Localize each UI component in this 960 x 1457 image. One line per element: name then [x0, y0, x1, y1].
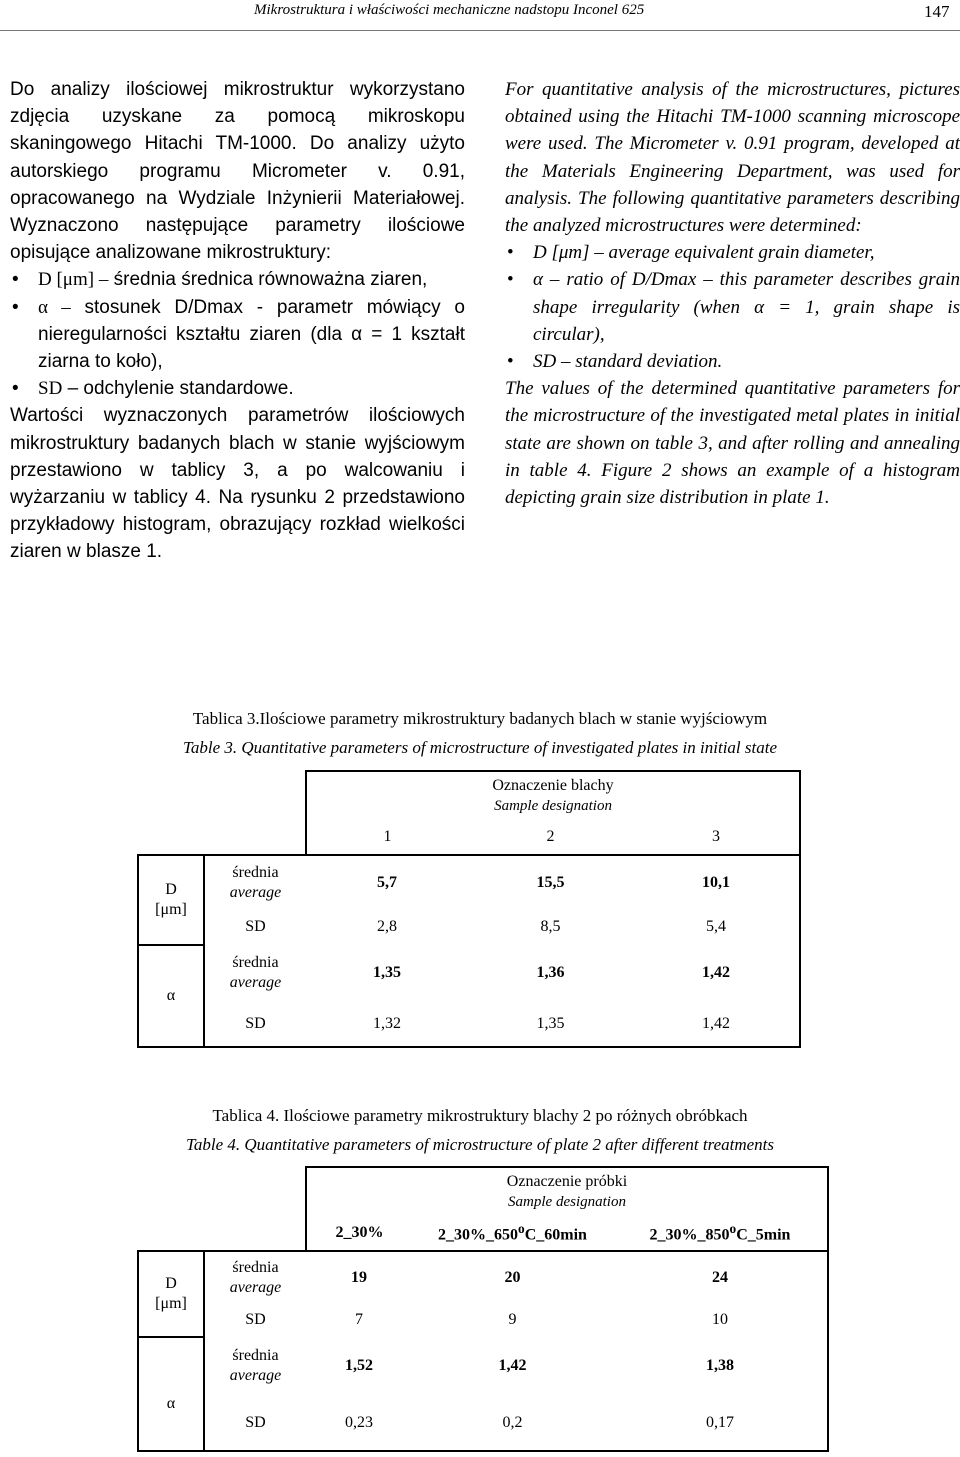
d-symbol: D: [165, 881, 177, 898]
table4-d-avg-1: 19: [306, 1251, 412, 1303]
table3-a-sd-label: SD: [204, 1001, 306, 1047]
bullet-text: average equivalent grain diameter,: [603, 242, 875, 264]
running-title: Mikrostruktura i właściwości mechaniczne nadstopu Inconel 625: [254, 2, 645, 18]
english-outro-paragraph: The values of the determined quantitative parameters for the microstructure of the investigated metal plates in initial state are shown on table 3, and after rolling and annealing in table 4. Figure 2 shows an example of a histogram depicting grain size distribution in plate 1.: [505, 378, 960, 509]
header-rule: [0, 30, 960, 31]
bullet-text: – standard deviation.: [556, 351, 723, 373]
table4-a-sd-label: SD: [204, 1395, 306, 1451]
english-column: [505, 76, 960, 511]
table4-d-sd-1: 7: [355, 1311, 363, 1328]
col-label: 2_30%_650: [438, 1226, 519, 1244]
table4-d-sd-2: 9: [508, 1311, 517, 1328]
avg-pl: średnia: [232, 1258, 279, 1276]
col-label: 2_30%: [335, 1223, 384, 1241]
table3-a-sd-1: 1,32: [306, 1001, 468, 1047]
table3-d-sd-1: 2,8: [377, 918, 397, 935]
table3: [137, 770, 801, 1048]
polish-bullet-sd: [10, 375, 465, 402]
col-label: 2_30%_850: [649, 1226, 730, 1244]
bullet-symbol: SD: [38, 378, 63, 400]
table4-col-3: [613, 1215, 828, 1251]
degree-superscript: o: [518, 1220, 525, 1236]
avg-pl: średnia: [232, 863, 279, 881]
table4-d-avg-3: 24: [613, 1251, 828, 1303]
table4-a-sd-2: 0,2: [412, 1395, 613, 1451]
header-en: Sample designation: [494, 797, 612, 814]
table3-col-1: 1: [306, 819, 468, 855]
table4-col-1: [306, 1215, 412, 1251]
table3-d-label: [138, 855, 204, 945]
header-pl: Oznaczenie blachy: [492, 776, 614, 794]
polish-column: [10, 76, 465, 566]
table4-d-sd-label: SD: [245, 1311, 266, 1328]
table3-d-sd-label: SD: [245, 918, 266, 935]
avg-en: average: [229, 974, 282, 991]
table4-a-avg-3: 1,38: [613, 1337, 828, 1395]
table3-a-avg-1: 1,35: [373, 964, 401, 981]
col-label-suffix: C_5min: [736, 1226, 791, 1244]
page-number: 147: [924, 2, 950, 21]
table4-column-group-header: [306, 1167, 828, 1215]
d-unit: [μm]: [155, 901, 187, 918]
table3-caption-pl: Tablica 3.Ilościowe parametry mikrostruktury badanych blach w stanie wyjściowym: [192, 709, 768, 728]
table3-a-sd-2: 1,35: [468, 1001, 633, 1047]
polish-intro-paragraph: Do analizy ilościowej mikrostruktur wykorzystano zdjęcia uzyskane za pomocą mikroskopu skaningowego Hitachi TM-1000. Do analizy użyto autorskiego programu Micrometer v. 0.91, opracowanego na Wydziale Inżynierii Materiałowej. Wyznaczono następujące parametry ilościowe opisujące analizowane mikrostruktury:: [10, 79, 465, 264]
polish-outro-paragraph: Wartości wyznaczonych parametrów ilościowych mikrostruktury badanych blach w stanie wyjściowym przestawiono w tablicy 3, a po walcowaniu i wyżarzaniu w tablicy 4. Na rysunku 2 przedstawiono przykładowy histogram, obrazujący rozkład wielkości ziaren w blasze 1.: [10, 405, 465, 563]
bullet-text: średnia średnica równoważna ziaren,: [108, 269, 428, 291]
table3-d-sd-3: 5,4: [633, 909, 800, 945]
table4-a-avg-1: 1,52: [345, 1357, 373, 1374]
english-parameter-list: [505, 239, 960, 375]
table3-a-avg-label: [204, 945, 306, 1001]
table3-d-avg-2: 15,5: [468, 855, 633, 909]
table3-caption-en: Table 3. Quantitative parameters of microstructure of investigated plates in initial state: [182, 738, 777, 757]
header-pl: Oznaczenie próbki: [506, 1172, 628, 1190]
table3-col-3: 3: [633, 819, 800, 855]
polish-bullet-alpha: [10, 294, 465, 376]
avg-en: average: [229, 883, 282, 901]
table4: [137, 1166, 829, 1452]
table3-a-avg-2: 1,36: [536, 964, 565, 981]
table4-d-avg-label: [204, 1251, 306, 1303]
table4-a-sd-1: 0,23: [306, 1395, 412, 1451]
d-symbol: D: [165, 1275, 177, 1292]
table4-caption-pl: Tablica 4. Ilościowe parametry mikrostruktury blachy 2 po różnych obróbkach: [212, 1106, 748, 1125]
table3-d-sd-2: 8,5: [540, 918, 561, 935]
table4-corner: [138, 1167, 306, 1251]
table3-column-group-header: [306, 771, 800, 819]
table4-d-sd-3: 10: [613, 1303, 828, 1337]
avg-en: average: [229, 1278, 282, 1296]
table4-a-avg-2: 1,42: [498, 1357, 527, 1374]
avg-pl: średnia: [232, 1347, 279, 1364]
bullet-symbol: α –: [38, 296, 71, 318]
english-bullet-sd: [505, 348, 960, 375]
bullet-symbol: D [μm] –: [533, 242, 604, 264]
polish-parameter-list: [10, 266, 465, 402]
degree-superscript: o: [729, 1220, 737, 1236]
table3-d-avg-3: 10,1: [633, 855, 800, 909]
table3-a-sd-3: 1,42: [633, 1001, 800, 1047]
english-bullet-alpha: [505, 266, 960, 348]
avg-pl: średnia: [232, 954, 279, 971]
d-unit: [μm]: [155, 1295, 187, 1312]
table4-alpha-label: α: [138, 1337, 204, 1451]
table4-caption-en: Table 4. Quantitative parameters of microstructure of plate 2 after different treatments: [185, 1135, 775, 1154]
table4-d-avg-2: 20: [412, 1251, 613, 1303]
running-header: [0, 0, 960, 30]
table4-col-2: [412, 1215, 613, 1251]
table3-d-avg-label: [204, 855, 306, 909]
table3-col-2: 2: [546, 827, 555, 845]
header-en: Sample designation: [508, 1193, 626, 1210]
bullet-text: stosunek D/Dmax - parametr mówiący o nieregularności kształtu ziaren (dla α = 1 kształt ziarna to koło),: [38, 296, 465, 373]
bullet-symbol: α –: [533, 269, 560, 291]
table3-alpha-label: α: [138, 945, 204, 1047]
table4-a-sd-3: 0,17: [613, 1395, 828, 1451]
table3-a-avg-3: 1,42: [633, 945, 800, 1001]
bullet-text: – odchylenie standardowe.: [62, 378, 294, 400]
bullet-symbol: SD: [533, 351, 557, 373]
table3-d-avg-1: 5,7: [306, 855, 468, 909]
bullet-text: ratio of D/Dmax – this parameter describes grain shape irregularity (when α = 1, grain shape is circular),: [533, 269, 960, 345]
avg-en: average: [229, 1367, 282, 1384]
table3-corner: [138, 771, 306, 855]
bullet-symbol: D [μm] –: [38, 269, 109, 291]
english-intro-paragraph: For quantitative analysis of the microstructures, pictures obtained using the Hitachi TM-1000 scanning microscope were used. The Micrometer v. 0.91 program, developed at the Materials Engineering Department, was used for analysis. The following quantitative parameters describing the analyzed microstructures were determined:: [505, 79, 960, 237]
table4-a-avg-label: [204, 1337, 306, 1395]
col-label-suffix: C_60min: [524, 1226, 587, 1244]
table4-d-label: [138, 1251, 204, 1337]
polish-bullet-d: [10, 266, 465, 293]
english-bullet-d: [505, 239, 960, 266]
